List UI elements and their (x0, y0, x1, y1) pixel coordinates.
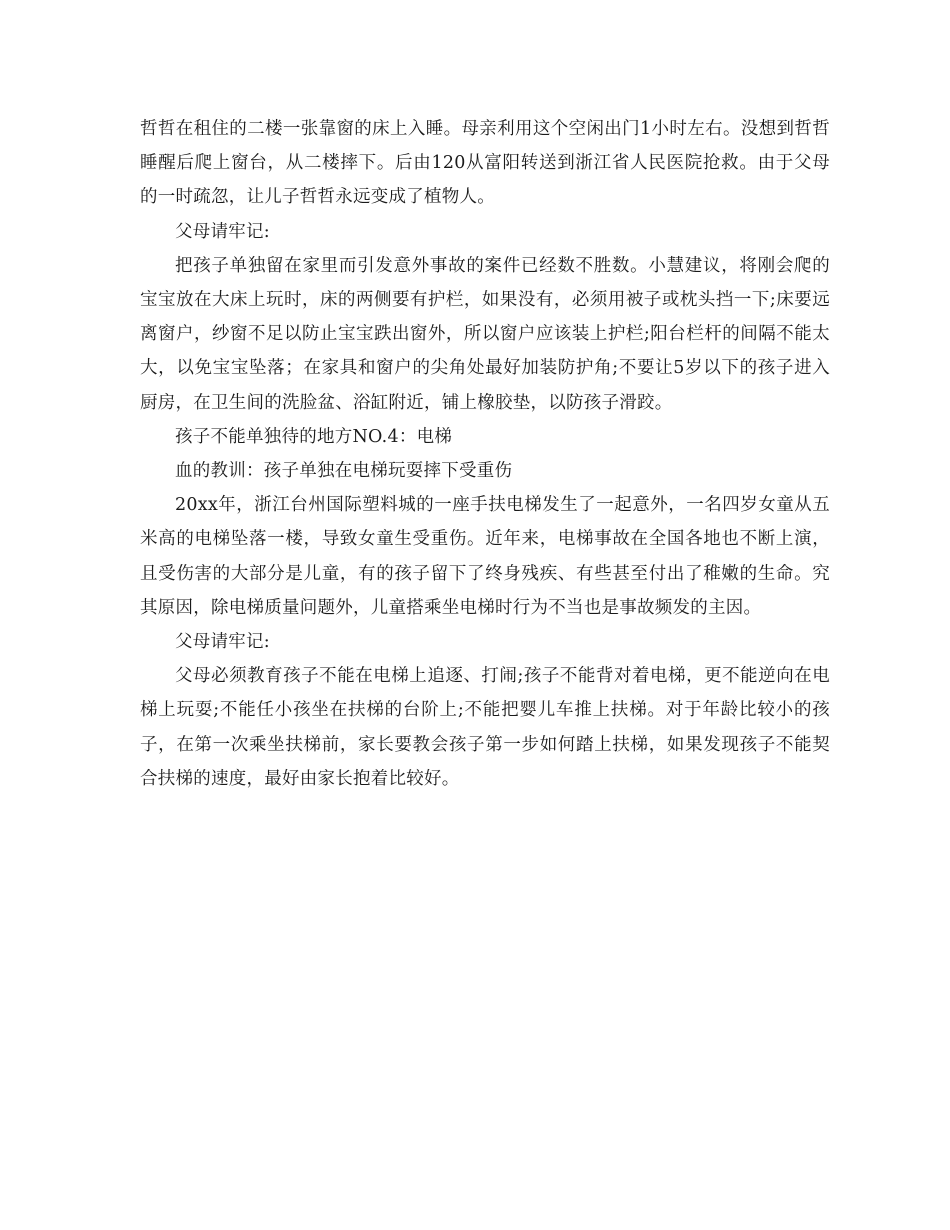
document-page (140, 112, 830, 796)
paragraph-accident-story: 哲哲在租住的二楼一张靠窗的床上入睡。母亲利用这个空闲出门1小时左右。没想到哲哲睡醒后爬上窗台，从二楼摔下。后由120从富阳转送到浙江省人民医院抢救。由于父母的一时疏忽，让儿子哲哲永远变成了植物人。 (140, 119, 830, 208)
paragraph-elevator-accident: 20xx年，浙江台州国际塑料城的一座手扶电梯发生了一起意外，一名四岁女童从五米高的电梯坠落一楼，导致女童生受重伤。近年来，电梯事故在全国各地也不断上演，且受伤害的大部分是儿童，有的孩子留下了终身残疾、有些甚至付出了稚嫩的生命。究其原因，除电梯质量问题外，儿童搭乘坐电梯时行为不当也是事故频发的主因。 (140, 495, 830, 618)
heading-parents-remember: 父母请牢记: (175, 221, 270, 242)
paragraph-home-safety-advice: 把孩子单独留在家里而引发意外事故的案件已经数不胜数。小慧建议，将刚会爬的宝宝放在大床上玩时，床的两侧要有护栏，如果没有，必须用被子或枕头挡一下;床要远离窗户，纱窗不足以防止宝宝跌出窗外，所以窗户应该装上护栏;阳台栏杆的间隔不能太大，以免宝宝坠落；在家具和窗户的尖角处最好加装防护角;不要让5岁以下的孩子进入厨房，在卫生间的洗脸盆、浴缸附近，铺上橡胶垫，以防孩子滑跤。 (140, 255, 830, 413)
heading-parents-remember-2: 父母请牢记: (175, 632, 270, 653)
subheading-blood-lesson: 血的教训：孩子单独在电梯玩耍摔下受重伤 (175, 461, 513, 482)
section-heading-elevator: 孩子不能单独待的地方NO.4：电梯 (175, 426, 453, 447)
paragraph-elevator-safety-advice: 父母必须教育孩子不能在电梯上追逐、打闹;孩子不能背对着电梯，更不能逆向在电梯上玩耍;不能任小孩坐在扶梯的台阶上;不能把婴儿车推上扶梯。对于年龄比较小的孩子，在第一次乘坐扶梯前，家长要教会孩子第一步如何踏上扶梯，如果发现孩子不能契合扶梯的速度，最好由家长抱着比较好。 (140, 666, 830, 789)
